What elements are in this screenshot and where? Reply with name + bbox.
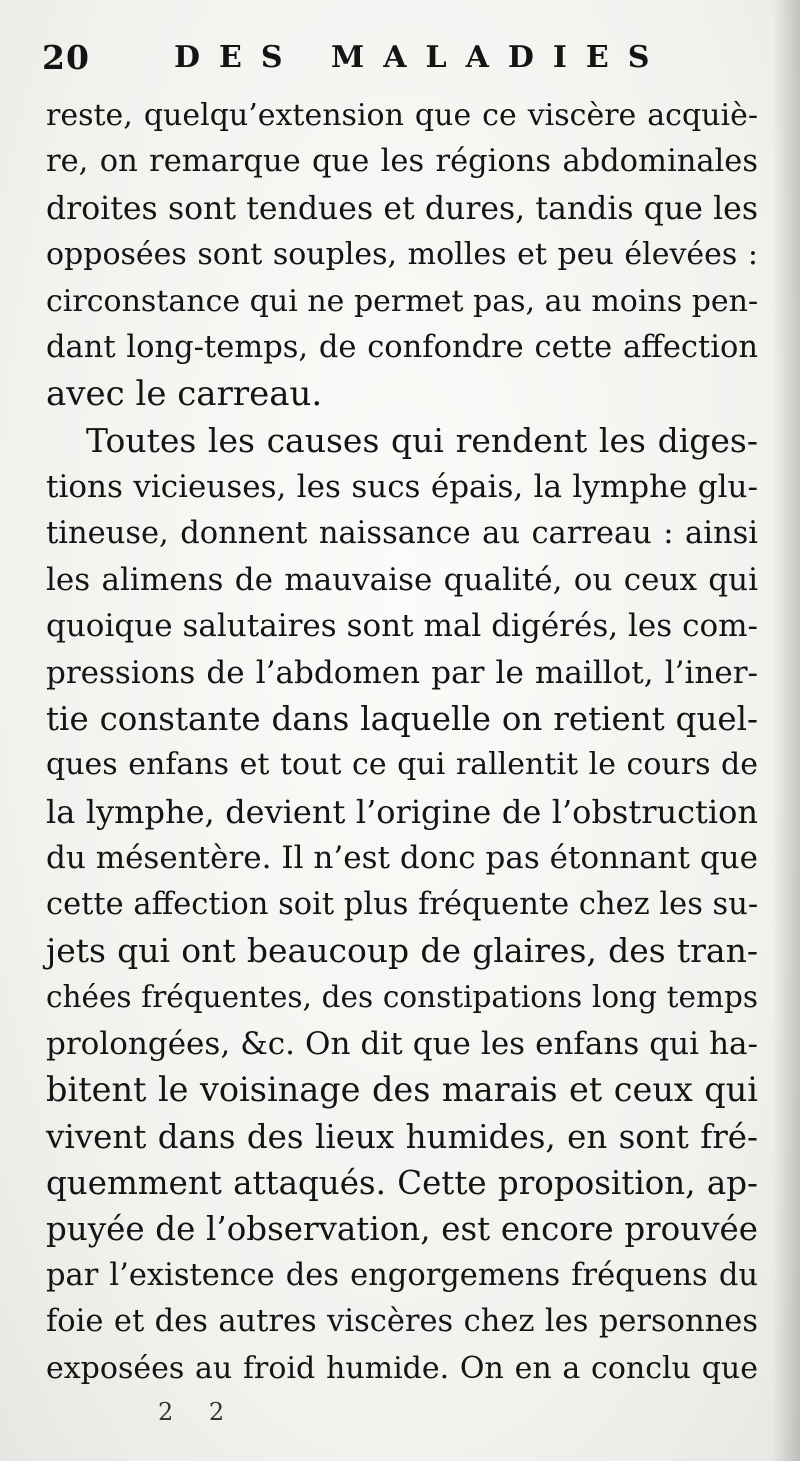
text-line: re, on remarque que les régions abdominales	[46, 144, 758, 180]
text-line: circonstance qui ne permet pas, au moins pen-	[46, 283, 759, 319]
page-number: 20	[42, 38, 90, 77]
page-header	[42, 38, 762, 82]
text-line: cette affection soit plus fréquente chez les su-	[46, 886, 759, 922]
text-line: chées fréquentes, des constipations long temps	[46, 980, 758, 1015]
text-line: reste, quelqu’extension que ce viscère acquiè-	[46, 98, 758, 133]
signature-mark: 2 2	[158, 1398, 239, 1426]
body-text	[46, 93, 758, 1392]
text-line: quemment attaqués. Cette proposition, ap-	[46, 1163, 758, 1202]
text-line: par l’existence des engorgemens fréquens du	[46, 1257, 758, 1293]
text-line: droites sont tendues et dures, tandis que les	[46, 190, 758, 227]
text-line: du mésentère. Il n’est donc pas étonnant que	[46, 840, 758, 877]
text-line: jets qui ont beaucoup de glaires, des tran-	[46, 931, 758, 971]
text-line: prolongées, &c. On dit que les enfans qui ha-	[46, 1025, 758, 1062]
paragraph-start-line: Toutes les causes qui rendent les diges-	[86, 420, 758, 460]
paragraph-end-line: avec le carreau.	[46, 374, 323, 415]
text-line: les alimens de mauvaise qualité, ou ceux qui	[46, 561, 758, 598]
text-line: tineuse, donnent naissance au carreau : ainsi	[46, 515, 758, 551]
page-edge-shadow	[772, 0, 800, 1461]
text-line: foie et des autres viscères chez les personnes	[46, 1304, 758, 1340]
text-line: bitent le voisinage des marais et ceux qui	[46, 1070, 758, 1110]
text-line: ques enfans et tout ce qui rallentit le cours de	[46, 747, 758, 783]
text-line: tie constante dans laquelle on retient quel-	[46, 700, 758, 739]
text-line: tions vicieuses, les sucs épais, la lymphe glu-	[46, 469, 758, 506]
text-line: vivent dans des lieux humides, en sont fré-	[46, 1117, 758, 1156]
text-line: opposées sont souples, molles et peu élevées :	[46, 237, 758, 273]
text-line: puyée de l’observation, est encore prouvée	[46, 1210, 758, 1249]
text-line: quoique salutaires sont mal digérés, les com-	[46, 608, 758, 645]
text-line: dant long-temps, de confondre cette affection	[46, 329, 758, 365]
text-line: exposées au froid humide. On en a conclu que	[46, 1350, 758, 1386]
text-line: pressions de l’abdomen par le maillot, l’iner-	[46, 654, 758, 691]
text-line: la lymphe, devient l’origine de l’obstruction	[46, 792, 758, 831]
running-title: DES MALADIES	[174, 40, 669, 75]
